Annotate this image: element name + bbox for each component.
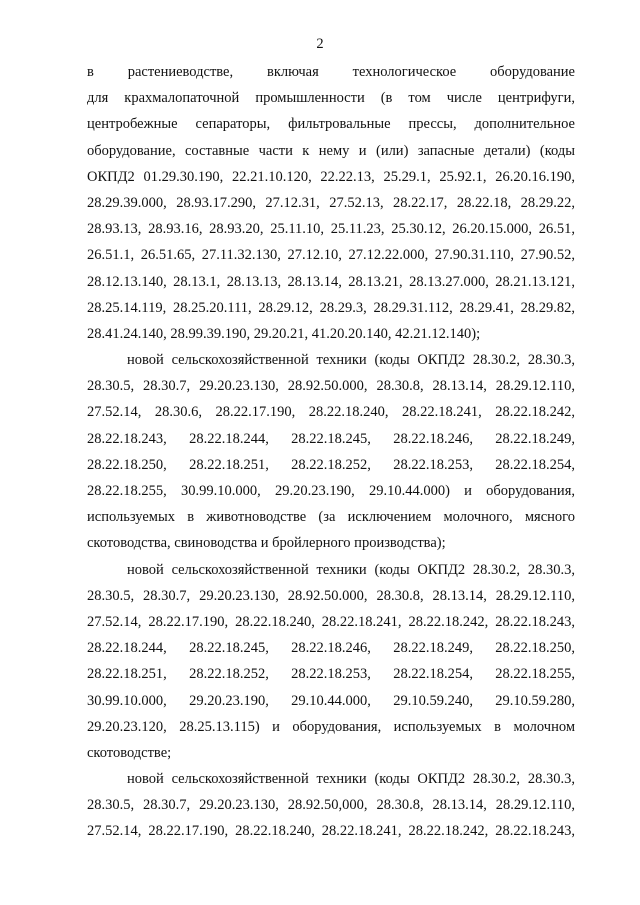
text-line: скотоводства, свиноводства и бройлерного производства);: [87, 535, 446, 552]
text-line: ОКПД2 01.29.30.190, 22.21.10.120, 22.22.13, 25.29.1, 25.92.1, 26.20.16.190,: [87, 168, 575, 185]
text-line: 30.99.10.000, 29.20.23.190, 29.10.44.000, 29.10.59.240, 29.10.59.280,: [87, 692, 575, 709]
document-body: [87, 59, 575, 845]
text-line: оборудование, составные части к нему и (или) запасные детали) (коды: [87, 142, 575, 159]
text-line: центробежные сепараторы, фильтровальные прессы, дополнительное: [87, 116, 575, 133]
text-line: 28.25.14.119, 28.25.20.111, 28.29.12, 28.29.3, 28.29.31.112, 28.29.41, 28.29.82,: [87, 299, 575, 316]
text-line: 28.22.18.250, 28.22.18.251, 28.22.18.252, 28.22.18.253, 28.22.18.254,: [87, 456, 575, 473]
text-line: 28.30.5, 28.30.7, 29.20.23.130, 28.92.50.000, 28.30.8, 28.13.14, 28.29.12.110,: [87, 378, 575, 395]
paragraph-crop-equipment: [87, 59, 575, 347]
paragraph-livestock-equipment: [87, 347, 575, 557]
text-line: новой сельскохозяйственной техники (коды ОКПД2 28.30.2, 28.30.3,: [127, 771, 575, 788]
text-line: 27.52.14, 28.22.17.190, 28.22.18.240, 28.22.18.241, 28.22.18.242, 28.22.18.243,: [87, 823, 575, 840]
text-line: 28.29.39.000, 28.93.17.290, 27.12.31, 27.52.13, 28.22.17, 28.22.18, 28.29.22,: [87, 194, 575, 211]
text-line: 28.30.5, 28.30.7, 29.20.23.130, 28.92.50.000, 28.30.8, 28.13.14, 28.29.12.110,: [87, 587, 575, 604]
text-line: 27.52.14, 28.30.6, 28.22.17.190, 28.22.18.240, 28.22.18.241, 28.22.18.242,: [87, 404, 575, 421]
text-line: 26.51.1, 26.51.65, 27.11.32.130, 27.12.10, 27.12.22.000, 27.90.31.110, 27.90.52,: [87, 247, 575, 264]
text-line: 28.93.13, 28.93.16, 28.93.20, 25.11.10, 25.11.23, 25.30.12, 26.20.15.000, 26.51,: [87, 221, 575, 238]
paragraph-machinery-continued: [87, 766, 575, 845]
text-line: 28.22.18.255, 30.99.10.000, 29.20.23.190, 29.10.44.000) и оборудования,: [87, 483, 575, 499]
text-line: 28.12.13.140, 28.13.1, 28.13.13, 28.13.14, 28.13.21, 28.13.27.000, 28.21.13.121,: [87, 273, 575, 290]
text-line: 28.30.5, 28.30.7, 29.20.23.130, 28.92.50,000, 28.30.8, 28.13.14, 28.29.12.110,: [87, 797, 575, 814]
text-line: используемых в животноводстве (за исключением молочного, мясного: [87, 509, 575, 526]
text-line: в растениеводстве, включая технологическое оборудование: [87, 64, 575, 80]
text-line: 28.41.24.140, 28.99.39.190, 29.20.21, 41.20.20.140, 42.21.12.140);: [87, 325, 481, 342]
text-line: 28.22.18.251, 28.22.18.252, 28.22.18.253, 28.22.18.254, 28.22.18.255,: [87, 666, 575, 683]
text-line: скотоводстве;: [87, 744, 172, 761]
text-line: 28.22.18.243, 28.22.18.244, 28.22.18.245, 28.22.18.246, 28.22.18.249,: [87, 430, 575, 447]
text-line: 29.20.23.120, 28.25.13.115) и оборудования, используемых в молочном: [87, 718, 575, 735]
text-line: для крахмалопаточной промышленности (в том числе центрифуги,: [87, 90, 575, 107]
paragraph-dairy-equipment: [87, 557, 575, 767]
text-line: 28.22.18.244, 28.22.18.245, 28.22.18.246, 28.22.18.249, 28.22.18.250,: [87, 640, 575, 657]
page-number: 2: [316, 36, 324, 52]
text-line: новой сельскохозяйственной техники (коды ОКПД2 28.30.2, 28.30.3,: [127, 352, 575, 369]
text-line: 27.52.14, 28.22.17.190, 28.22.18.240, 28.22.18.241, 28.22.18.242, 28.22.18.243,: [87, 613, 575, 630]
text-line: новой сельскохозяйственной техники (коды ОКПД2 28.30.2, 28.30.3,: [127, 561, 575, 578]
